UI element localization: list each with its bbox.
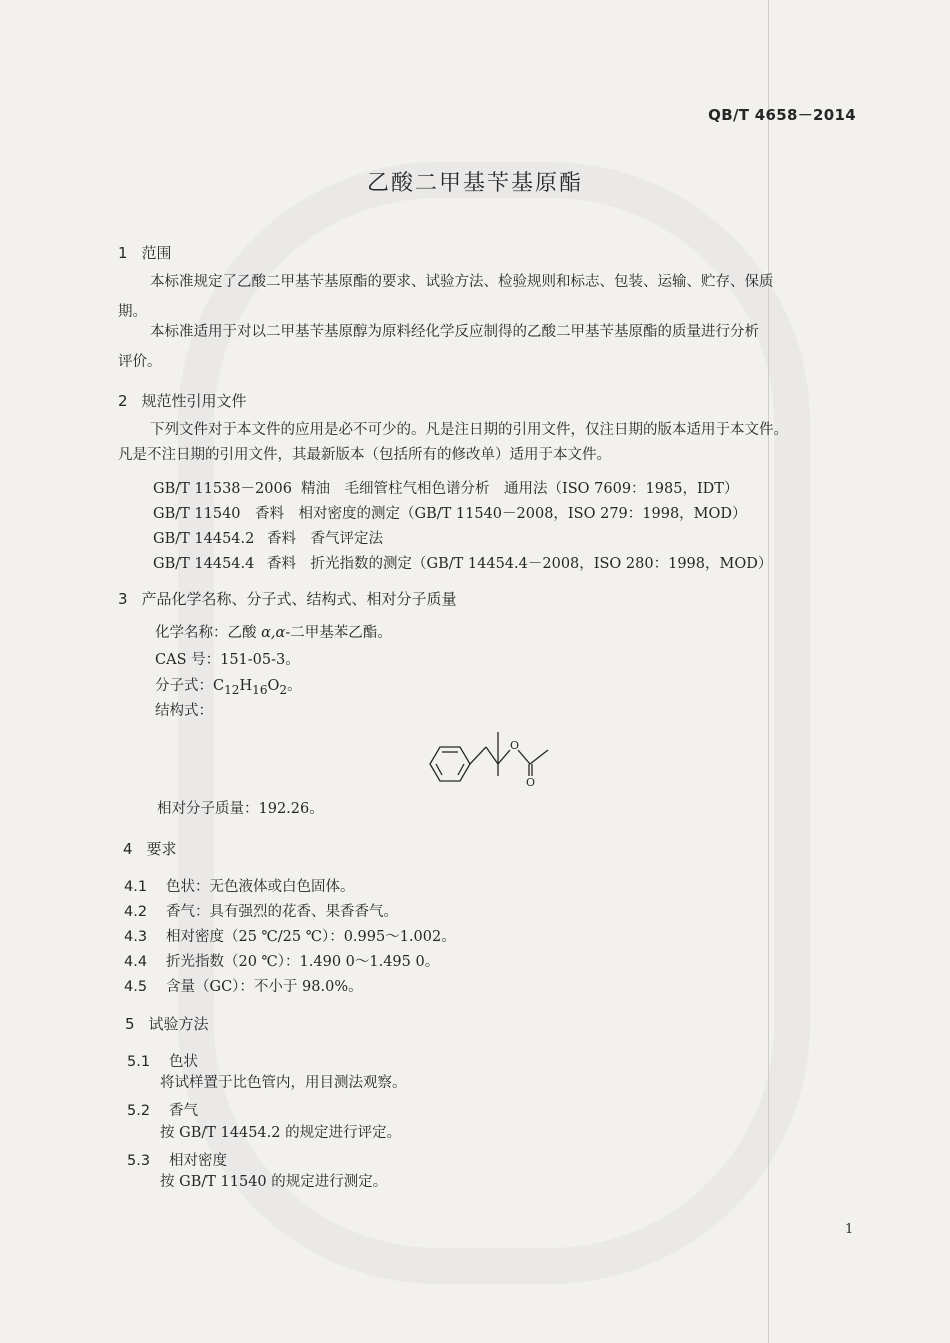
paragraph: 凡是不注日期的引用文件，其最新版本（包括所有的修改单）适用于本文件。 (118, 447, 611, 463)
paragraph: 评价。 (118, 354, 162, 370)
chemical-name-post: -二甲基苯乙酯。 (285, 625, 392, 641)
chemical-name (155, 623, 392, 643)
formula-label: 分子式： (155, 678, 213, 694)
scan-fold-line (768, 0, 769, 1343)
section-1-heading (118, 242, 172, 263)
requirement-item (124, 975, 363, 996)
reference-item (153, 477, 738, 498)
section-number: 4 (123, 840, 133, 858)
section-title: 要求 (146, 840, 177, 858)
standard-code: QB/T 4658－2014 (708, 106, 856, 124)
subsection-title: 相对密度 (169, 1153, 227, 1169)
chemical-name-label: 化学名称： (155, 625, 228, 641)
cas-number: CAS 号：151-05-3。 (155, 652, 300, 668)
paragraph: 本标准规定了乙酸二甲基苄基原酯的要求、试验方法、检验规则和标志、包装、运输、贮存、保质 (150, 274, 774, 290)
formula-h-count: 16 (252, 682, 268, 697)
paragraph: 期。 (118, 304, 147, 320)
molecular-formula (155, 676, 302, 700)
reference-code: GB/T 14454.2 (153, 531, 255, 547)
reference-item (153, 502, 747, 523)
section-number: 3 (118, 590, 128, 608)
subsection-text: 按 GB/T 14454.2 的规定进行评定。 (160, 1125, 402, 1141)
requirement-number: 4.5 (124, 979, 148, 995)
structural-formula-image (426, 726, 556, 788)
requirement-text: 含量（GC）：不小于 98.0%。 (166, 979, 363, 995)
requirement-item (124, 925, 456, 946)
section-3-heading (118, 588, 457, 609)
requirement-number: 4.2 (124, 904, 148, 920)
subsection-text: 按 GB/T 11540 的规定进行测定。 (160, 1174, 388, 1190)
subsection-title: 色状 (169, 1054, 198, 1070)
subsection-heading (127, 1050, 198, 1071)
requirement-number: 4.3 (124, 929, 148, 945)
formula-end: 。 (287, 678, 302, 694)
section-4-heading (123, 838, 177, 859)
section-number: 1 (118, 244, 128, 262)
molecular-weight: 相对分子质量：192.26。 (157, 801, 324, 817)
requirement-item (124, 950, 439, 971)
section-title: 试验方法 (148, 1015, 209, 1033)
subsection-number: 5.1 (127, 1054, 151, 1070)
document-title: 乙酸二甲基苄基原酯 (366, 171, 583, 196)
reference-desc: 香料 相对密度的测定（GB/T 11540－2008，ISO 279：1998，MOD） (255, 506, 747, 522)
reference-item (153, 552, 772, 573)
section-title: 规范性引用文件 (141, 392, 247, 410)
paragraph: 本标准适用于对以二甲基苄基原醇为原料经化学反应制得的乙酸二甲基苄基原酯的质量进行分析 (150, 324, 759, 340)
requirement-item (124, 900, 398, 921)
requirement-number: 4.4 (124, 954, 148, 970)
formula-o: O (267, 678, 280, 694)
svg-text:O: O (526, 776, 536, 788)
requirement-item (124, 875, 355, 896)
reference-desc: 香料 香气评定法 (267, 531, 383, 547)
section-number: 5 (125, 1015, 135, 1033)
subsection-heading (127, 1149, 227, 1170)
subsection-number: 5.3 (127, 1153, 151, 1169)
paragraph: 下列文件对于本文件的应用是必不可少的。凡是注日期的引用文件，仅注日期的版本适用于本文件。 (150, 422, 788, 438)
reference-code: GB/T 11538－2006 (153, 481, 292, 497)
subsection-number: 5.2 (127, 1103, 151, 1119)
section-title: 范围 (141, 244, 172, 262)
formula-c: C (213, 678, 225, 694)
section-title: 产品化学名称、分子式、结构式、相对分子质量 (141, 590, 457, 608)
formula-o-count: 2 (279, 682, 288, 697)
requirement-number: 4.1 (124, 879, 148, 895)
chemical-name-pre: 乙酸 (227, 625, 262, 641)
requirement-text: 香气：具有强烈的花香、果香香气。 (166, 904, 398, 920)
subsection-title: 香气 (169, 1103, 198, 1119)
subsection-text: 将试样置于比色管内，用目测法观察。 (160, 1075, 407, 1091)
section-2-heading (118, 390, 247, 411)
structure-label: 结构式： (155, 703, 213, 719)
subsection-heading (127, 1099, 198, 1120)
requirement-text: 色状：无色液体或白色固体。 (166, 879, 355, 895)
page-number: 1 (845, 1222, 854, 1237)
requirement-text: 折光指数（20 ℃）：1.490 0～1.495 0。 (166, 954, 440, 970)
svg-text:O: O (510, 739, 520, 752)
reference-code: GB/T 14454.4 (153, 556, 255, 572)
reference-item (153, 527, 383, 548)
section-5-heading (125, 1013, 209, 1034)
reference-desc: 香料 折光指数的测定（GB/T 14454.4－2008，ISO 280：1998，MOD） (267, 556, 773, 572)
section-number: 2 (118, 392, 128, 410)
formula-c-count: 12 (224, 682, 240, 697)
reference-code: GB/T 11540 (153, 506, 241, 522)
chemical-name-greek: α,α (261, 625, 286, 641)
reference-desc: 精油 毛细管柱气相色谱分析 通用法（ISO 7609：1985，IDT） (301, 481, 739, 497)
formula-h: H (239, 678, 253, 694)
requirement-text: 相对密度（25 ℃/25 ℃）：0.995～1.002。 (166, 929, 456, 945)
